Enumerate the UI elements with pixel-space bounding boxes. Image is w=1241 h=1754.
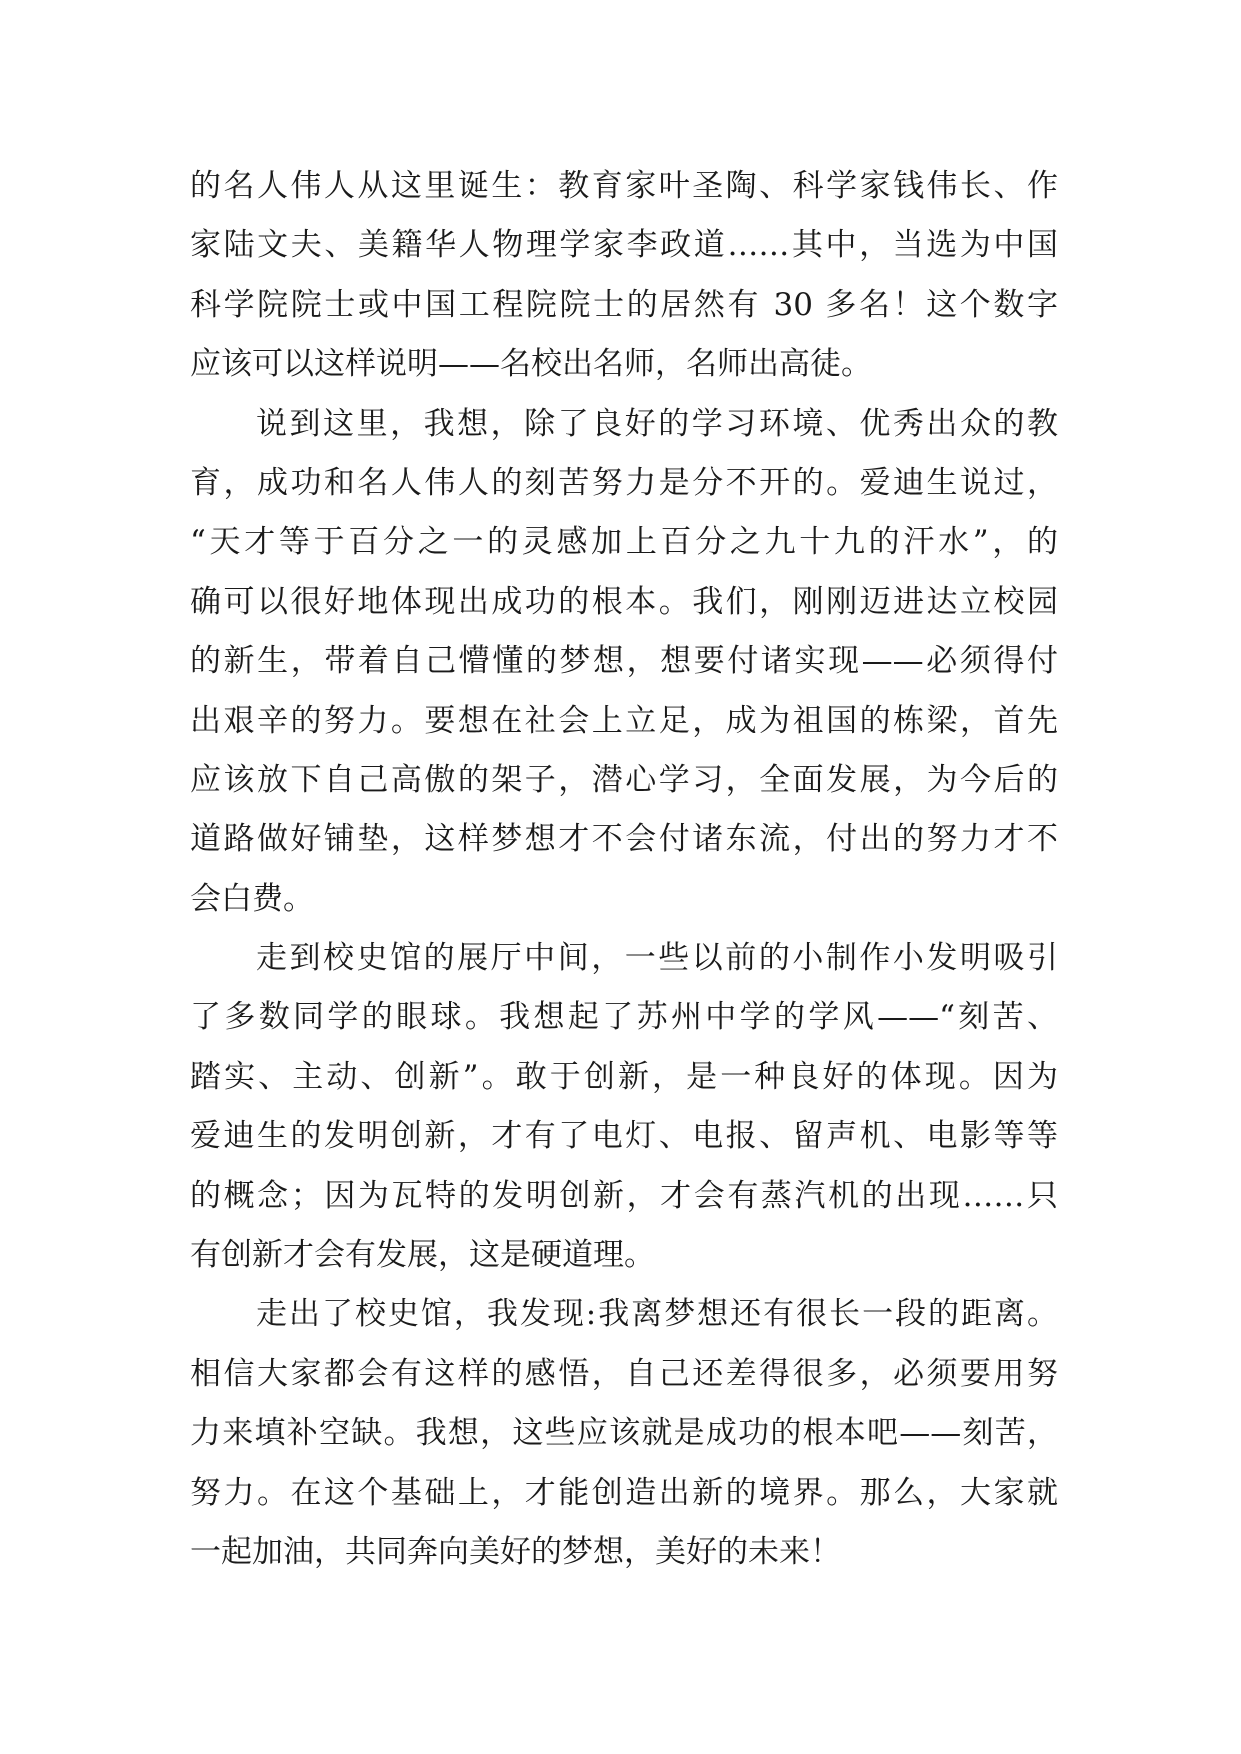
text-line: 应该放下自己高傲的架子，潜心学习，全面发展，为今后的: [190, 761, 1058, 798]
text-line: 会白费。: [190, 880, 314, 917]
text-line: 相信大家都会有这样的感悟，自己还差得很多，必须要用努: [190, 1355, 1058, 1392]
text-line: 家陆文夫、美籍华人物理学家李政道……其中，当选为中国: [190, 227, 1058, 264]
text-line: 了多数同学的眼球。我想起了苏州中学的学风——“刻苦、: [190, 999, 1058, 1036]
text-line: 努力。在这个基础上，才能创造出新的境界。那么，大家就: [190, 1474, 1058, 1511]
text-line: 的新生，带着自己懵懂的梦想，想要付诸实现——必须得付: [190, 643, 1058, 680]
text-line: 力来填补空缺。我想，这些应该就是成功的根本吧——刻苦，: [190, 1415, 1058, 1452]
text-line: 育，成功和名人伟人的刻苦努力是分不开的。爱迪生说过，: [190, 464, 1058, 501]
text-line: 爱迪生的发明创新，才有了电灯、电报、留声机、电影等等: [190, 1118, 1058, 1155]
text-line: 道路做好铺垫，这样梦想才不会付诸东流，付出的努力才不: [190, 821, 1058, 858]
text-line: 科学院院士或中国工程院院士的居然有 30 多名！这个数字: [190, 286, 1058, 323]
text-line: 有创新才会有发展，这是硬道理。: [190, 1237, 655, 1274]
text-line: “天才等于百分之一的灵感加上百分之九十九的汗水”，的: [190, 524, 1058, 561]
text-line: 踏实、主动、创新”。敢于创新，是一种良好的体现。因为: [190, 1058, 1058, 1095]
body-text: [190, 157, 1058, 1582]
text-line: 的名人伟人从这里诞生：教育家叶圣陶、科学家钱伟长、作: [190, 168, 1058, 204]
paragraph: [190, 1285, 1058, 1582]
text-line: 出艰辛的努力。要想在社会上立足，成为祖国的栋梁，首先: [190, 702, 1058, 739]
text-line: 走到校史馆的展厅中间，一些以前的小制作小发明吸引: [256, 940, 1058, 977]
paragraph: [190, 929, 1058, 1285]
text-line: 走出了校史馆，我发现:我离梦想还有很长一段的距离。: [256, 1296, 1058, 1333]
text-line: 的概念；因为瓦特的发明创新，才会有蒸汽机的出现……只: [190, 1177, 1058, 1214]
text-line: 确可以很好地体现出成功的根本。我们，刚刚迈进达立校园: [190, 583, 1058, 620]
paragraph: [190, 395, 1058, 930]
paragraph: [190, 157, 1058, 395]
text-line: 说到这里，我想，除了良好的学习环境、优秀出众的教: [256, 405, 1058, 442]
text-line: 应该可以这样说明——名校出名师，名师出高徒。: [190, 346, 872, 383]
text-line: 一起加油，共同奔向美好的梦想，美好的未来！: [190, 1533, 841, 1570]
